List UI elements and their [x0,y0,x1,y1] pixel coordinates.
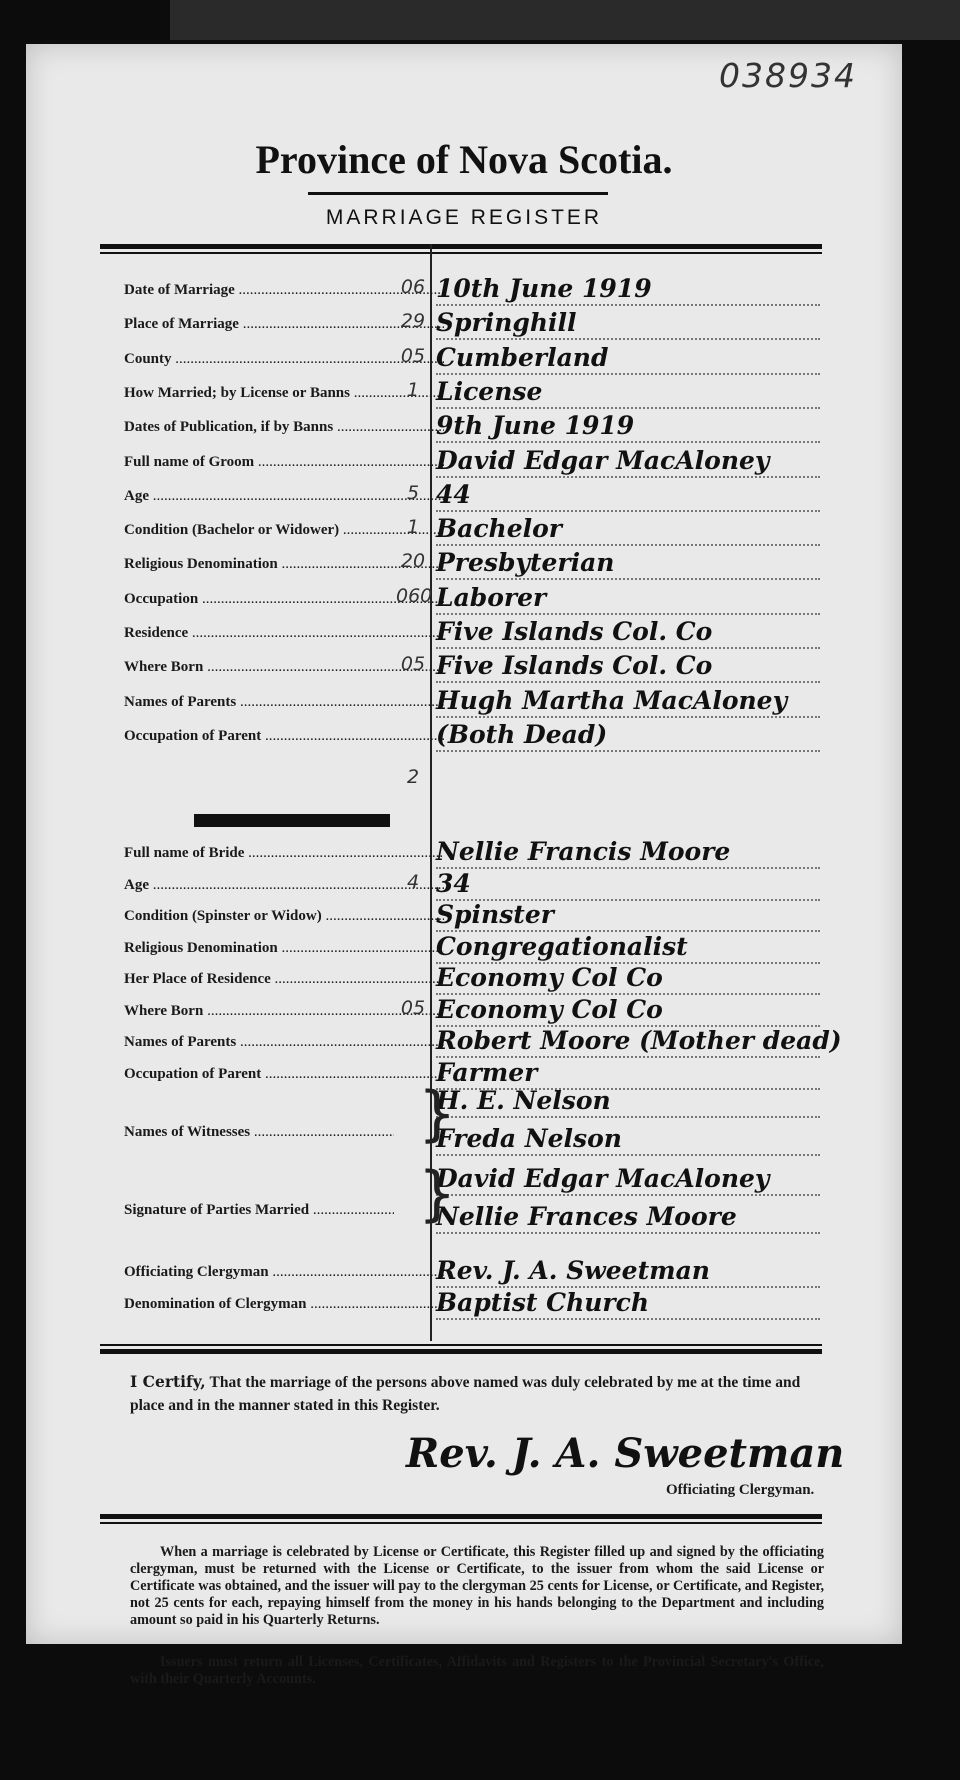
witness-2: Freda Nelson [436,1124,820,1156]
field-label: Names of Witnesses ..... [124,1124,394,1141]
field-label: Occupation of Parent ..... [124,1066,444,1083]
field-label: County ..... [124,351,444,368]
header-rule-thick [100,244,822,249]
field-value: Hugh Martha MacAloney [436,686,820,718]
field-value: Five Islands Col. Co [436,617,820,649]
field-label: Her Place of Residence ..... [124,971,444,988]
register-row [100,376,822,409]
field-label: Date of Marriage ..... [124,282,444,299]
field-code: 1 [406,378,420,401]
register-row [100,868,822,901]
field-value: Baptist Church [436,1288,820,1320]
register-row [100,582,822,615]
field-label: Signature of Parties Married ..... [124,1202,394,1219]
certify-rule-thin [100,1344,822,1346]
field-code: 06 [400,276,426,298]
register-row [100,994,822,1027]
witnesses-brace: } [418,1079,457,1149]
clergy-row [100,1258,822,1288]
register-row [100,653,822,683]
page-subtitle: MARRIAGE REGISTER [325,206,603,229]
field-code: 4 [406,870,420,893]
field-label: Condition (Bachelor or Widower) ..... [124,522,444,539]
film-strip-edge [170,0,960,40]
field-value: 44 [436,480,820,512]
field-label: Full name of Bride ..... [124,845,444,862]
field-label: Occupation ..... [124,591,444,608]
register-row [100,413,822,443]
clergy-denomination-row [100,1290,822,1320]
register-row [100,685,822,718]
field-code: 05 [400,653,426,676]
register-row [100,342,822,375]
field-label: How Married; by License or Banns ..... [124,385,444,402]
field-code: 20 [400,550,426,573]
field-value: Economy Col Co [436,995,820,1027]
field-label: Religious Denomination ..... [124,556,444,573]
field-value: Presbyterian [436,548,820,580]
title-rule [308,192,608,195]
field-value: Spinster [436,900,820,932]
register-row [100,1057,822,1090]
field-value: Bachelor [436,514,820,546]
field-code: 060 [396,584,433,607]
register-row [100,1026,842,1058]
field-label: Age ..... [124,877,444,894]
parties-row [100,1164,822,1231]
field-code: 05 [400,996,426,1019]
party-2: Nellie Frances Moore [436,1202,820,1234]
field-value: Robert Moore (Mother dead) [436,1026,820,1058]
register-row [100,310,822,340]
field-label: Place of Marriage ..... [124,316,444,333]
witnesses-row [100,1086,822,1153]
field-value: Nellie Francis Moore [436,837,820,869]
register-row [100,619,822,649]
field-code: 29 [400,310,426,333]
register-row [100,479,822,512]
field-code: 5 [406,481,420,504]
register-row [100,550,822,580]
register-row [100,719,822,752]
field-value: Five Islands Col. Co [436,651,820,683]
header-rule-thin [100,252,822,254]
signer-label: Officiating Clergyman. [666,1482,815,1498]
clergy-signature: Rev. J. A. Sweetman [406,1430,845,1477]
document-number: 038934 [719,56,857,95]
certify-statement [130,1370,830,1417]
register-row [100,276,822,306]
field-value: Congregationalist [436,932,820,964]
field-value: Springhill [436,308,820,340]
field-label: Religious Denomination ..... [124,940,444,957]
register-row [100,445,822,478]
witness-1: H. E. Nelson [436,1086,820,1118]
field-label: Where Born ..... [124,659,444,676]
field-value: Rev. J. A. Sweetman [436,1256,820,1288]
register-row [100,516,822,546]
certify-lead: I Certify, [130,1372,206,1391]
field-value: Cumberland [436,343,820,375]
register-row [100,902,822,932]
field-value: Farmer [436,1058,820,1090]
field-label: Denomination of Clergyman ..... [124,1296,444,1313]
field-value: License [436,377,820,409]
field-code: 05 [400,344,426,367]
field-label: Names of Parents ..... [124,1034,444,1051]
register-row [100,931,822,964]
instruction-note: When a marriage is celebrated by License or Certificate, this Register filled up and signed by the officiating clergyman, must be returned with the License or Certificate, to the issuer from whom the said License or Certificate was obtained, and the issuer will pay to the clergyman 25 cents for License, or Certificate, and Register, not 25 cents for each, repaying himself from the money in his hands belonging to the Department and including amount so paid in his Quarterly Returns. [130,1544,824,1628]
field-value: Economy Col Co [436,963,820,995]
field-value: (Both Dead) [436,720,820,752]
party-1: David Edgar MacAloney [436,1164,820,1196]
issuer-note: Issuers must return all Licenses, Certificates, Affidavits and Registers to the Provincial Secretary's Office, with their Quarterly Accounts. [130,1654,824,1687]
field-code: 1 [406,516,420,539]
field-label: Age ..... [124,488,444,505]
field-value: 9th June 1919 [436,411,820,443]
field-label: Occupation of Parent ..... [124,728,444,745]
field-value: Laborer [436,583,820,615]
parties-brace: } [418,1159,457,1229]
register-form [26,44,902,1687]
field-value: 34 [436,869,820,901]
register-row [100,965,822,995]
field-label: Dates of Publication, if by Banns ..... [124,419,444,436]
field-label: Names of Parents ..... [124,694,444,711]
field-label: Condition (Spinster or Widow) ..... [124,908,444,925]
section-separator-bar [194,814,390,827]
field-label: Where Born ..... [124,1003,444,1020]
bride-marker-code: 2 [406,766,420,788]
notes-rule-thick [100,1514,822,1519]
register-row [100,839,822,869]
field-value: David Edgar MacAloney [436,446,820,478]
field-value: 10th June 1919 [436,274,820,306]
certify-rule-thick [100,1349,822,1354]
field-label: Officiating Clergyman ..... [124,1264,444,1281]
certify-text: That the marriage of the persons above named was duly celebrated by me at the time and place and in the manner stated in this Register. [130,1374,801,1414]
field-label: Full name of Groom ..... [124,454,444,471]
page-title: Province of Nova Scotia. [255,137,673,182]
notes-rule-thin [100,1522,822,1524]
field-label: Residence ..... [124,625,444,642]
